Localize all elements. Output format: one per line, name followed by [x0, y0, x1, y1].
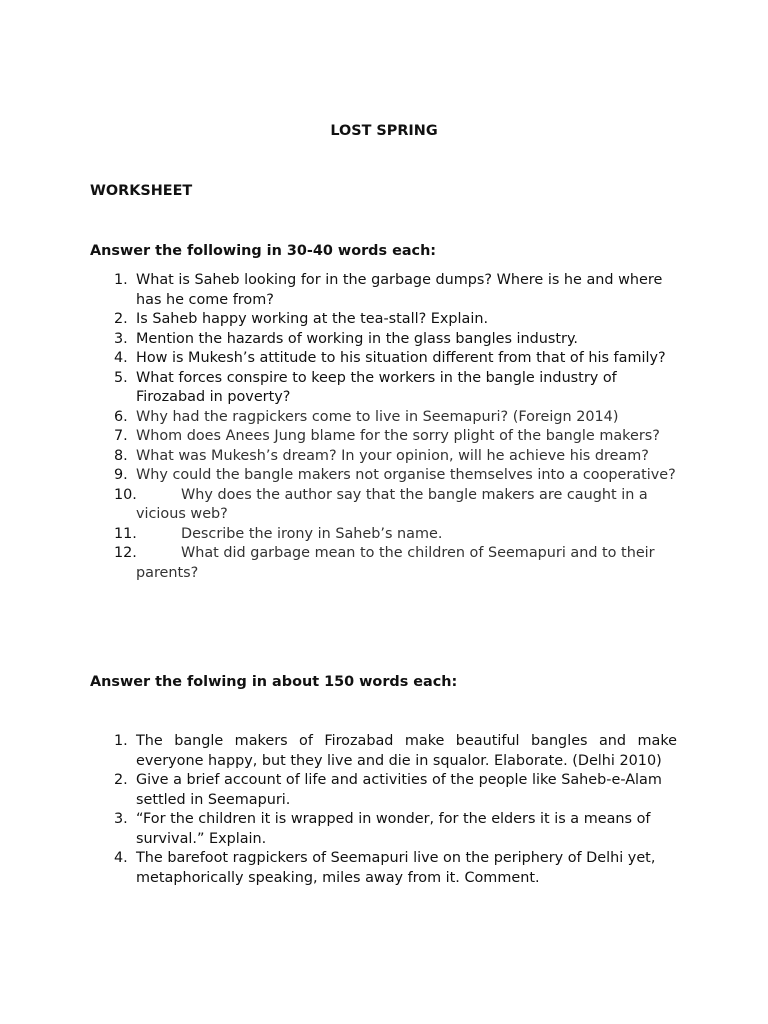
- list-item: [0, 349, 677, 369]
- question-number: 7.: [114, 428, 128, 444]
- list-item: [0, 271, 677, 310]
- question-text: “For the children it is wrapped in wonder, for the elders it is a means of survival.” Explain.: [136, 811, 651, 847]
- question-text: Whom does Anees Jung blame for the sorry plight of the bangle makers?: [136, 428, 660, 444]
- question-text: What was Mukesh’s dream? In your opinion, will he achieve his dream?: [136, 447, 649, 464]
- question-text: How is Mukesh’s attitude to his situation different from that of his family?: [136, 350, 666, 366]
- question-text: The bangle makers of Firozabad make beautiful bangles and make everyone happy, but they live and die in squalor. Elaborate. (Delhi 2010): [136, 733, 677, 769]
- list-item: [0, 732, 677, 771]
- question-number: 4.: [114, 350, 128, 366]
- list-item: [0, 849, 677, 888]
- question-number: 6.: [114, 408, 128, 425]
- question-text: Give a brief account of life and activities of the people like Saheb-e-Alam settled in Seemapuri.: [136, 772, 662, 808]
- long-answer-heading: Answer the folwing in about 150 words each:: [90, 674, 458, 690]
- question-number: 1.: [114, 733, 128, 749]
- question-text: What forces conspire to keep the workers in the bangle industry of Firozabad in poverty?: [136, 369, 617, 405]
- question-number: 8.: [114, 447, 128, 464]
- document-title: LOST SPRING: [330, 123, 438, 139]
- list-item: [0, 408, 677, 428]
- question-number: 10.: [114, 486, 137, 503]
- question-number: 12.: [114, 545, 137, 561]
- question-number: 4.: [114, 850, 128, 866]
- list-item: [0, 330, 677, 350]
- list-item: [0, 447, 677, 467]
- question-number: 9.: [114, 467, 128, 483]
- short-answer-list: [0, 271, 768, 583]
- list-item: [0, 525, 677, 545]
- list-item: [0, 771, 677, 810]
- list-item: [0, 369, 677, 408]
- question-text: Why had the ragpickers come to live in Seemapuri? (Foreign 2014): [136, 408, 619, 425]
- question-text: Why does the author say that the bangle makers are caught in a vicious web?: [136, 486, 648, 522]
- question-number: 3.: [114, 811, 128, 827]
- long-answer-list: [0, 732, 768, 888]
- question-text: What is Saheb looking for in the garbage dumps? Where is he and where has he come from?: [136, 272, 663, 308]
- question-text: Describe the irony in Saheb’s name.: [181, 525, 443, 542]
- list-item: [0, 466, 677, 486]
- list-item: [0, 486, 677, 525]
- list-item: [0, 427, 677, 447]
- list-item: [0, 810, 677, 849]
- question-number: 11.: [114, 525, 137, 542]
- list-item: [0, 544, 677, 583]
- question-number: 1.: [114, 272, 128, 288]
- question-number: 2.: [114, 311, 128, 327]
- question-text: Why could the bangle makers not organise themselves into a cooperative?: [136, 467, 676, 483]
- list-item: [0, 310, 677, 330]
- question-number: 5.: [114, 369, 128, 386]
- question-number: 3.: [114, 330, 128, 347]
- short-answer-heading: Answer the following in 30-40 words each:: [90, 243, 437, 259]
- question-text: Is Saheb happy working at the tea-stall? Explain.: [136, 311, 489, 327]
- question-number: 2.: [114, 772, 128, 788]
- question-text: What did garbage mean to the children of Seemapuri and to their parents?: [136, 545, 655, 581]
- question-text: The barefoot ragpickers of Seemapuri live on the periphery of Delhi yet, metaphorically speaking, miles away from it. Comment.: [136, 850, 656, 886]
- question-text: Mention the hazards of working in the glass bangles industry.: [136, 330, 579, 347]
- worksheet-label: WORKSHEET: [90, 183, 193, 199]
